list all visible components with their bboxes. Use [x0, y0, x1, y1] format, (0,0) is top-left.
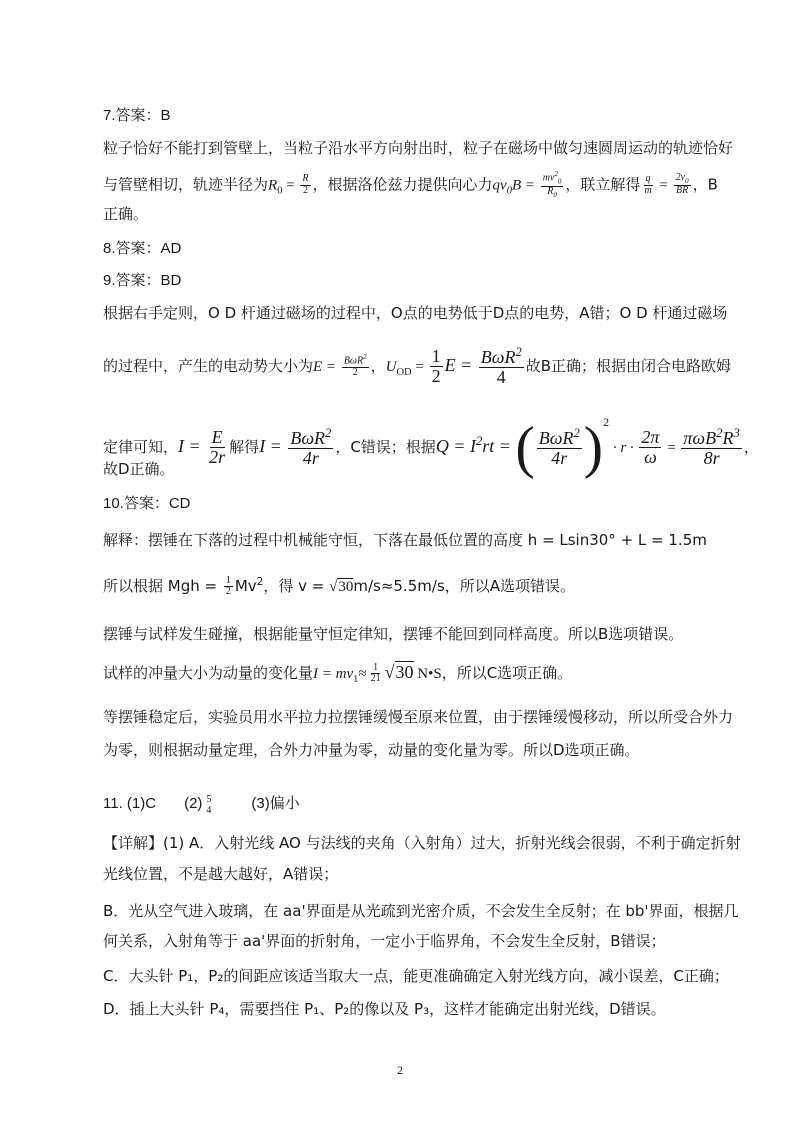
heat-paren-den: 4r — [551, 448, 568, 468]
sqrt-value: 30 — [338, 579, 354, 595]
heat-dot: · r · — [609, 440, 638, 456]
page-number: 2 — [397, 1063, 403, 1077]
impulse-fraction — [369, 663, 383, 685]
heat-paren-num-text: BωR — [538, 428, 574, 449]
heat-paren-num — [537, 427, 582, 449]
approx-sign: ≈ — [358, 666, 367, 682]
force-fraction — [541, 171, 564, 199]
current2-num-text: BωR — [290, 428, 326, 449]
q9-text-a: 的过程中，产生的电动势大小为 — [103, 356, 314, 375]
emf-num — [342, 354, 369, 368]
period-den: ω — [644, 447, 657, 467]
half2-den: 2 — [225, 586, 231, 597]
r0-fraction — [300, 174, 310, 196]
uod-num-sup: 2 — [515, 345, 522, 359]
q11-answer-2-label: (2) — [184, 795, 203, 812]
q8-answer: 8.答案：AD — [103, 240, 182, 257]
q10-text-f: ，所以C选项正确。 — [441, 664, 573, 682]
result-num-text: 2v — [675, 172, 686, 184]
q10-answer: 10.答案：CD — [103, 495, 191, 512]
result-num — [674, 173, 691, 186]
uod-symbol: U — [385, 358, 397, 375]
q11-a2-num: 5 — [206, 794, 212, 805]
q11-answer-2-fraction — [204, 795, 213, 816]
q10-text-a: 所以根据 Mgh = — [103, 577, 222, 595]
impulse-sqrt: 30 — [395, 662, 414, 682]
heat-eq: = — [663, 440, 680, 456]
q11-line-2: 光线位置，不是越大越好，A错误； — [103, 865, 339, 883]
q11-answer-1: 11. (1)C — [103, 795, 157, 812]
q10-sup: 2 — [256, 576, 264, 588]
current2-den: 4r — [302, 448, 319, 468]
uod-fraction — [479, 346, 524, 387]
q11-line-1: 【详解】(1) A．入射光线 AO 与法线的夹角（入射角）过大，折射光线会很弱，不利于确定折射 — [103, 834, 741, 852]
emf-num-sup: 2 — [363, 353, 367, 362]
q11-answers — [103, 794, 710, 816]
left-paren: ( — [515, 414, 535, 480]
q11-line-4: 何关系，入射角等于 aa'界面的折射角，一定小于临界角，不会发生全反射，B错误； — [103, 932, 666, 950]
force-lhs: qv — [492, 177, 507, 194]
q10-text-c: ，得 v = — [263, 577, 330, 595]
heat-result-num — [681, 427, 741, 449]
q9-line-4: 故D正确。 — [103, 460, 175, 478]
q10-text-b: Mv — [234, 577, 257, 595]
paren-sup: 2 — [603, 415, 610, 429]
q10-line-6: 为零，则根据动量定理，合外力冲量为零，动量的变化量为零。所以D选项正确。 — [103, 741, 640, 759]
force-fraction-num — [541, 171, 564, 187]
heat-paren-num-sup: 2 — [573, 426, 580, 441]
force-num: mv — [542, 172, 555, 184]
q9-text-b: 故B正确；根据由闭合电路欧姆 — [525, 356, 732, 375]
q7-line-2: 与管壁相切，轨迹半径为$R_0$ = $\frac{R}{2}$ ，根据洛伦兹力提供向心力$qv_0B$ = $\frac{mv^2_0}{R_0}$ ，联立解得 $\frac{q}{m}$ = $\frac{2v_0}{BR}$ ，B — [103, 170, 718, 199]
current-den: 2r — [209, 447, 226, 467]
qm-fraction — [642, 174, 653, 196]
result-den: BR — [676, 185, 689, 197]
force-den-sub: 0 — [553, 190, 557, 199]
current2-num-sup: 2 — [325, 426, 332, 441]
uod-num-text: BωR — [480, 347, 516, 367]
result-fraction — [674, 173, 691, 197]
uod-den: 4 — [496, 366, 506, 387]
r0-symbol: R — [268, 177, 278, 194]
heat-result-num-a: πωB — [683, 428, 717, 449]
q9-text-e: ，C错误；根据 — [335, 438, 436, 456]
force-lhs-tail: B = — [511, 177, 539, 194]
heat-result-num-b: R — [722, 428, 734, 449]
impulse-lhs: I = mv — [313, 666, 354, 682]
force-lhs-sub: 0 — [506, 185, 512, 197]
q7-text-b: ，根据洛伦兹力提供向心力 — [312, 175, 493, 194]
current2-num — [288, 427, 333, 449]
heat-lhs-text: Q = I — [435, 436, 476, 456]
impulse-den: 21 — [370, 673, 381, 684]
half-den: 2 — [431, 365, 441, 386]
heat-result-num-sup1: 2 — [716, 426, 723, 441]
q7-text-c: ，联立解得 — [565, 175, 641, 194]
eq-sign: = — [282, 177, 299, 194]
result-num-sub: 0 — [685, 177, 689, 186]
q10-line-5: 等摆锤稳定后，实验员用水平拉力拉摆锤缓慢至原来位置，由于摆锤缓慢移动，所以所受合外力 — [103, 708, 734, 726]
q9-answer: 9.答案：BD — [103, 272, 182, 289]
q9-line-2: 的过程中，产生的电动势大小为E = $\frac{B\omega R^2}{2}$ ，$U_{OD}$ = $\frac{1}{2}$ E = $\frac{B\omega R^2}{4}$ 故B正确；根据由闭合电路欧姆 — [103, 345, 732, 387]
q11-line-3: B．光从空气进入玻璃，在 aa'界面是从光疏到光密介质，不会发生全反射；在 bb'界面，根据几 — [103, 902, 739, 920]
heat-result-num-sup2: 3 — [733, 426, 740, 441]
emf-lhs: E = — [313, 358, 340, 375]
uod-sub: OD — [396, 366, 412, 378]
right-paren: ) — [583, 414, 604, 480]
q7-text-a: 与管壁相切，轨迹半径为 — [103, 175, 269, 194]
uod-eq: = — [411, 358, 428, 375]
r0-fraction-num: R — [302, 173, 309, 184]
q9-text-f: ， — [743, 438, 759, 456]
heat-result-den: 8r — [703, 448, 720, 468]
qm-num: q — [645, 173, 651, 184]
emf-num-text: BωR — [343, 355, 364, 367]
uod-mid: E = — [444, 354, 477, 375]
uod-num — [479, 346, 524, 368]
force-num-sub: 0 — [557, 177, 562, 186]
q9-text-c: 定律可知， — [103, 438, 179, 456]
current2-lhs: I = — [259, 436, 287, 456]
q11-answer-3: (3)偏小 — [251, 795, 300, 812]
half-num: 1 — [431, 346, 441, 366]
impulse-num: 1 — [373, 661, 379, 673]
current-lhs: I = — [178, 436, 206, 456]
heat-lhs-mid: rt = — [482, 436, 516, 456]
half-fraction-2 — [224, 576, 233, 598]
impulse-unit: N•S — [413, 666, 442, 682]
q10-line-2: 所以根据 Mgh = $\frac{1}{2}$ Mv$^2$，得 v = √30m/s≈5.5m/s，所以A选项错误。 — [103, 574, 575, 597]
qm-den: m — [644, 184, 652, 196]
force-fraction-den — [545, 187, 559, 199]
emf-fraction — [342, 354, 369, 378]
q9-line-1: 根据右手定则，O D 杆通过磁场的过程中，O点的电势低于D点的电势，A错；O D 杆通过磁场 — [103, 304, 728, 322]
impulse-sub: 1 — [353, 674, 359, 685]
q10-text-d: m/s≈5.5m/s，所以A选项错误。 — [353, 577, 575, 595]
heat-lhs-sup: 2 — [475, 434, 483, 448]
half-fraction — [430, 347, 443, 386]
q7-answer: 7.答案：B — [103, 107, 171, 124]
r0-sub: 0 — [277, 185, 283, 197]
q7-line-3: 正确。 — [103, 205, 149, 223]
q10-text-e: 试样的冲量大小为动量的变化量 — [103, 664, 314, 682]
force-den: R — [547, 185, 554, 197]
q10-line-3: 摆锤与试样发生碰撞，根据能量守恒定律知，摆锤不能回到同样高度。所以B选项错误。 — [103, 625, 684, 643]
half2-num: 1 — [225, 574, 231, 586]
q11-a2-den: 4 — [206, 804, 212, 816]
current-num: E — [211, 427, 223, 448]
force-num-sup: 2 — [554, 170, 558, 178]
r0-fraction-den: 2 — [302, 184, 308, 196]
emf-den: 2 — [352, 367, 358, 379]
period-num: 2π — [641, 427, 660, 448]
q11-line-6: D．插上大头针 P₄，需要挡住 P₁、P₂的像以及 P₃，这样才能确定出射光线，D错误。 — [103, 1000, 666, 1018]
q7-line-1: 粒子恰好不能打到管壁上，当粒子沿水平方向射出时，粒子在磁场中做匀速圆周运动的轨迹恰好 — [103, 139, 734, 157]
q11-line-5: C．大头针 P₁，P₂的间距应该适当取大一点，能更准确确定入射光线方向，减小误差，C正确； — [103, 967, 729, 985]
q7-text-d: ，B — [692, 175, 718, 194]
q10-line-1: 解释：摆锤在下落的过程中机械能守恒，下落在最低位置的高度 h = Lsin30° + L = 1.5m — [103, 531, 707, 549]
heat-lhs — [436, 436, 516, 456]
q9-text-d: 解得 — [229, 438, 260, 456]
q10-line-4: 试样的冲量大小为动量的变化量$I = mv_1\approx$ $\frac{1}{21}$ √30 N•S，所以C选项正确。 — [103, 661, 573, 685]
